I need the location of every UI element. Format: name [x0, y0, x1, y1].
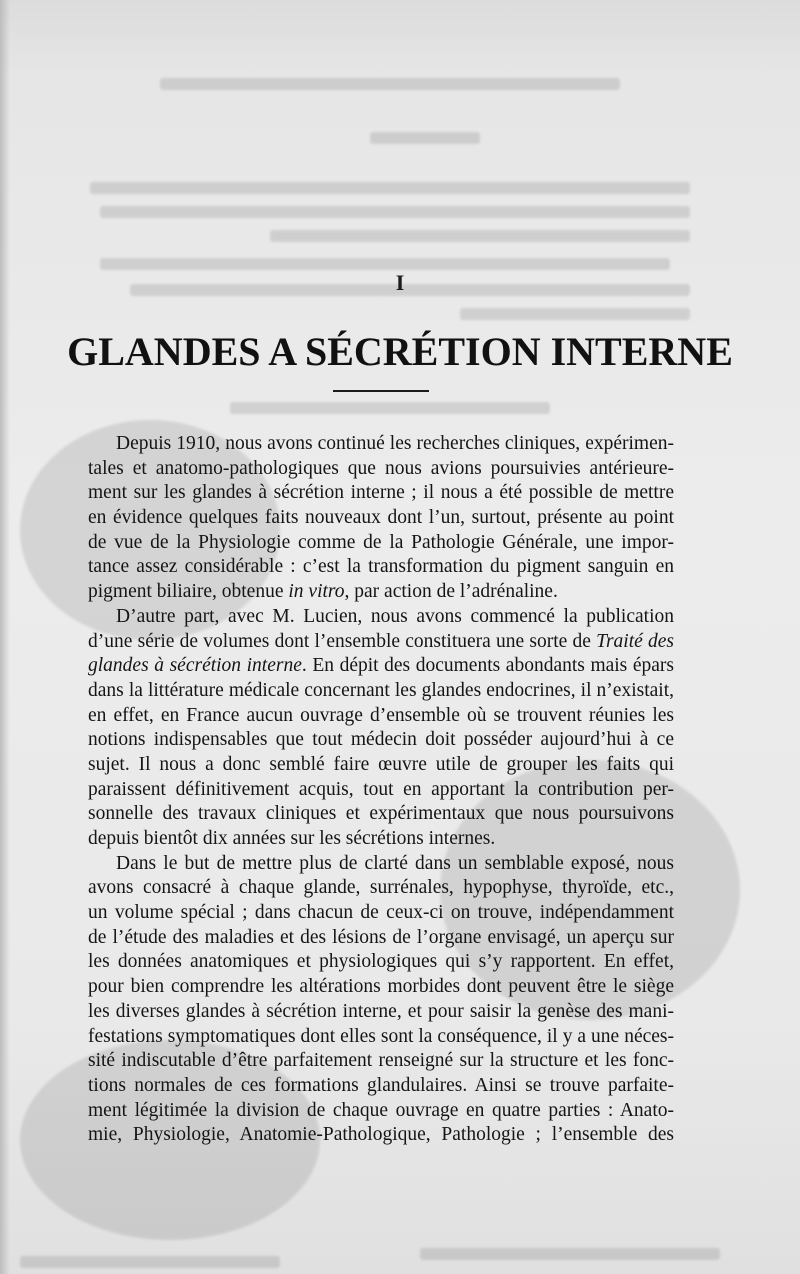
- chapter-title: GLANDES A SÉCRÉTION INTERNE: [67, 329, 733, 374]
- text-line: D’autre part, avec M. Lucien, nous avons commencé la publication: [116, 605, 674, 627]
- italic-text-run: in vitro: [288, 581, 345, 603]
- text-line: depuis bientôt dix années sur les sécrétions internes.: [88, 828, 496, 849]
- paragraph: [88, 852, 674, 1148]
- italic-text-run: Traité des: [596, 630, 674, 652]
- text-line: un volume spécial ; dans chacun de ceux-ci on trouve, indépendamment: [88, 902, 674, 924]
- title-underline-rule: [333, 390, 429, 392]
- chapter-number: I: [395, 270, 405, 295]
- text-run: d’une série de volumes dont l’ensemble constituera une sorte de: [88, 630, 597, 652]
- text-line: en effet, en France aucun ouvrage d’ensemble où se trouvent réunies les: [88, 704, 674, 726]
- text-line: tales et anatomo-pathologiques que nous avions poursuivies antérieure-: [88, 457, 674, 479]
- text-line: ment sur les glandes à sécrétion interne ; il nous a été possible de mettre: [88, 482, 674, 504]
- text-line: [88, 580, 674, 605]
- text-line: avons consacré à chaque glande, surrénales, hypophyse, thyroïde, etc.,: [88, 877, 674, 899]
- text-line: en évidence quelques faits nouveaux dont l’un, surtout, présente au point: [88, 507, 674, 529]
- text-run: pigment biliaire, obtenue: [88, 581, 289, 603]
- text-line: sonnelle des travaux cliniques et expérimentaux que nous poursuivons: [88, 803, 674, 825]
- text-line: de l’étude des maladies et des lésions de l’organe envisagé, un aperçu sur: [88, 926, 674, 948]
- text-line: ment légitimée la division de chaque ouvrage en quatre parties : Anato-: [88, 1099, 674, 1121]
- text-line: Dans le but de mettre plus de clarté dans un semblable exposé, nous: [116, 852, 674, 874]
- text-line: sujet. Il nous a donc semblé faire œuvre utile de grouper les faits qui: [88, 753, 674, 775]
- text-line: les diverses glandes à sécrétion interne, et pour saisir la genèse des mani-: [88, 1000, 674, 1022]
- text-line: tance assez considérable : c’est la transformation du pigment sanguin en: [88, 556, 674, 578]
- text-run: , par action de l’adrénaline.: [344, 581, 558, 603]
- text-line: sité indiscutable d’être parfaitement renseigné sur la structure et les fonc-: [88, 1050, 674, 1072]
- text-line: mie, Physiologie, Anatomie-Pathologique, Pathologie ; l’ensemble des: [88, 1124, 674, 1146]
- paragraph: [88, 605, 674, 852]
- text-line: paraissent définitivement acquis, tout en apportant la contribution per-: [88, 778, 674, 800]
- text-line: Depuis 1910, nous avons continué les recherches cliniques, expérimen-: [116, 433, 674, 454]
- text-line: pour bien comprendre les altérations morbides dont peuvent être le siège: [88, 976, 674, 998]
- text-line: notions indispensables que tout médecin doit posséder aujourd’hui à ce: [88, 729, 674, 751]
- chapter-body: [88, 432, 674, 1148]
- text-line: [88, 654, 674, 679]
- italic-text-run: glandes à sécrétion interne: [88, 655, 302, 677]
- paragraph: [88, 432, 674, 605]
- text-line: [88, 630, 674, 655]
- text-line: dans la littérature médicale concernant les glandes endocrines, il n’existait,: [88, 679, 674, 701]
- text-line: festations symptomatiques dont elles sont la conséquence, il y a une néces-: [88, 1025, 674, 1047]
- text-run: . En dépit des documents abondants mais épars: [301, 655, 674, 677]
- text-line: tions normales de ces formations glandulaires. Ainsi se trouve parfaite-: [88, 1074, 674, 1096]
- text-line: de vue de la Physiologie comme de la Pathologie Générale, une impor-: [88, 531, 674, 553]
- page-edge-shadow: [0, 0, 10, 1274]
- text-line: les données anatomiques et physiologiques qui s’y rapportent. En effet,: [88, 951, 674, 973]
